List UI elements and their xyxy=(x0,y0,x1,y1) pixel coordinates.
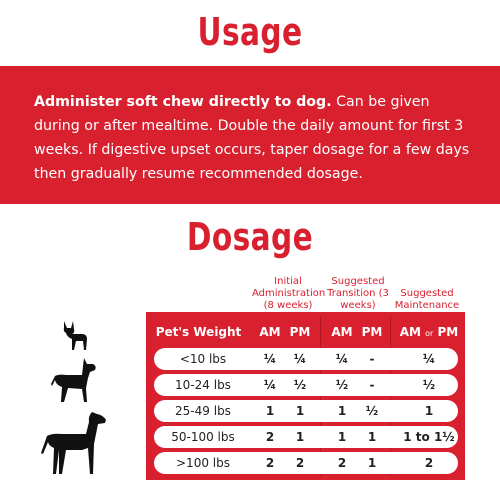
suggested-maintenance-heading: Suggested Maintenance xyxy=(394,288,460,311)
row-transition-pm: 1 xyxy=(367,456,377,470)
table-row xyxy=(154,374,458,396)
header-initial-pm: PM xyxy=(289,325,311,339)
row-weight: <10 lbs xyxy=(179,352,227,366)
usage-bold-lead: Administer soft chew directly to dog. xyxy=(34,94,332,110)
dosage-table xyxy=(146,312,465,480)
row-maintenance: 1 to 1½ xyxy=(403,430,455,444)
table-row xyxy=(154,400,458,422)
header-pets-weight: Pet's Weight xyxy=(155,325,242,339)
header-maintenance xyxy=(393,322,465,344)
header-transition-am: AM xyxy=(331,325,353,339)
small-dog-icon xyxy=(58,317,92,351)
medium-dog-icon xyxy=(50,356,102,404)
header-maintenance-am: AM xyxy=(399,325,421,339)
row-transition-pm: - xyxy=(369,378,375,392)
row-transition-pm: 1 xyxy=(367,430,377,444)
row-initial-am: ¼ xyxy=(263,352,277,366)
row-initial-am: 2 xyxy=(265,430,275,444)
dosage-title: Dosage xyxy=(186,215,314,259)
row-weight: 25-49 lbs xyxy=(175,404,231,418)
row-weight: 50-100 lbs xyxy=(171,430,235,444)
row-initial-am: 1 xyxy=(265,404,275,418)
row-transition-am: 2 xyxy=(337,456,347,470)
table-row xyxy=(154,452,458,474)
row-initial-am: 2 xyxy=(265,456,275,470)
usage-text xyxy=(34,90,474,186)
row-initial-pm: 2 xyxy=(295,456,305,470)
row-maintenance: 1 xyxy=(424,404,434,418)
table-row xyxy=(154,348,458,370)
row-initial-pm: 1 xyxy=(295,404,305,418)
table-row xyxy=(154,426,458,448)
row-initial-am: ¼ xyxy=(263,378,277,392)
row-weight: >100 lbs xyxy=(176,456,230,470)
row-weight: 10-24 lbs xyxy=(175,378,231,392)
header-maintenance-pm: PM xyxy=(437,325,459,339)
row-initial-pm: 1 xyxy=(295,430,305,444)
row-transition-am: 1 xyxy=(337,430,347,444)
row-transition-am: 1 xyxy=(337,404,347,418)
header-initial-am: AM xyxy=(259,325,281,339)
row-transition-pm: ½ xyxy=(365,404,379,418)
row-maintenance: ¼ xyxy=(422,352,436,366)
header-transition-pm: PM xyxy=(361,325,383,339)
usage-title: Usage xyxy=(197,10,303,54)
row-initial-pm: ¼ xyxy=(293,352,307,366)
row-transition-am: ½ xyxy=(335,378,349,392)
header-maintenance-or: or xyxy=(425,329,434,338)
row-maintenance: ½ xyxy=(422,378,436,392)
initial-administration-heading: Initial Administration (8 weeks) xyxy=(252,276,326,311)
row-transition-am: ¼ xyxy=(335,352,349,366)
row-transition-pm: - xyxy=(369,352,375,366)
row-maintenance: 2 xyxy=(424,456,434,470)
row-initial-pm: ½ xyxy=(293,378,307,392)
suggested-transition-heading: Suggested Transition (3 weeks) xyxy=(327,276,389,311)
large-dog-icon xyxy=(40,410,112,478)
usage-body: Can be given during or after mealtime. Double the daily amount for first 3 weeks. If digestive upset occurs, taper dosage for a few days then gradually resume recommended dosage. xyxy=(34,94,470,182)
